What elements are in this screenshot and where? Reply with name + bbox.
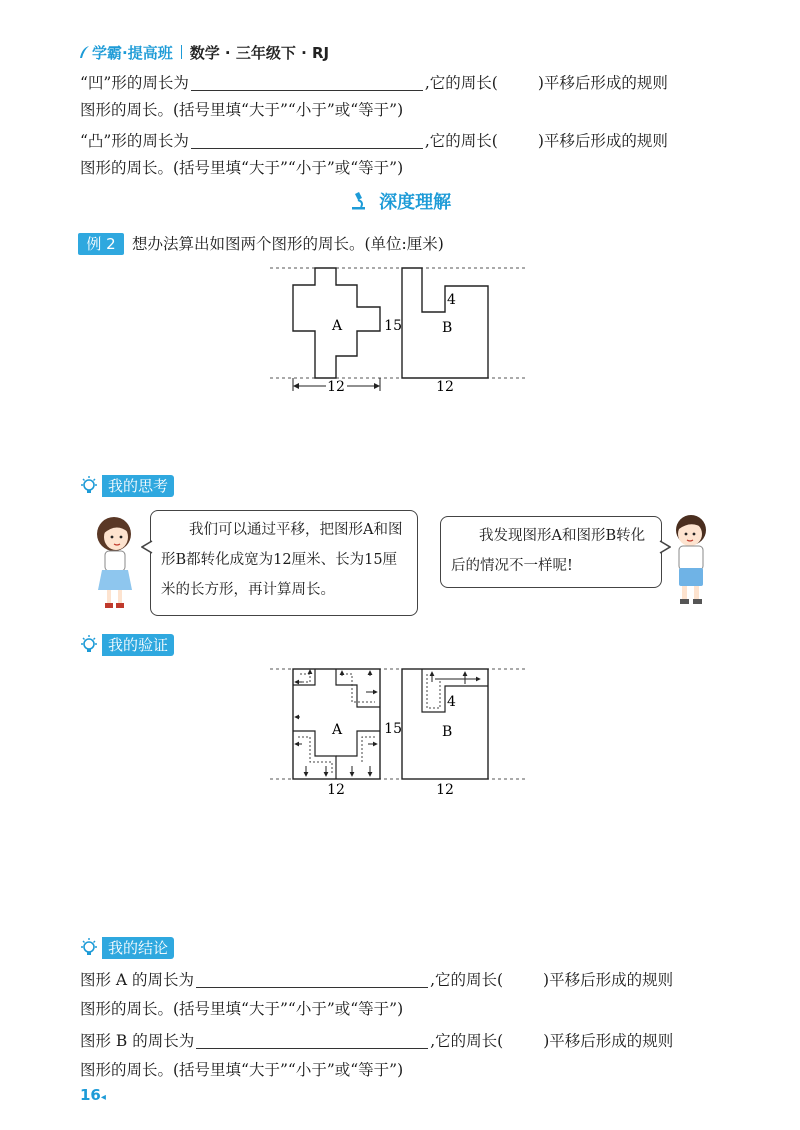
answer-blank[interactable] <box>191 132 423 149</box>
shape-a-dashed-edge <box>362 737 375 762</box>
dim-label-b: 12 <box>436 782 454 798</box>
notch-label: 4 <box>447 292 456 308</box>
conclusion-line-4: 图形的周长。(括号里填“大于”“小于”或“等于”) <box>80 1061 404 1079</box>
thinking-heading: 我的思考 <box>78 475 174 497</box>
label-a: A <box>332 318 343 334</box>
boy-illustration <box>666 508 716 608</box>
brand-name: 学霸·提高班 <box>92 43 173 62</box>
section-title: 深度理解 <box>0 188 800 214</box>
shape-a-cross-edge <box>293 731 336 779</box>
shape-a-cross-edge <box>336 669 380 707</box>
notch-label: 4 <box>447 694 456 710</box>
dim-arrow-right-icon <box>374 383 380 389</box>
bubble-tail-left <box>141 540 153 554</box>
page-number: 16◂ <box>80 1086 106 1104</box>
intro-line-2: 图形的周长。(括号里填“大于”“小于”或“等于”) <box>80 101 404 119</box>
header-divider <box>181 45 182 59</box>
height-label: 15 <box>384 318 402 334</box>
figure-verification <box>270 662 530 800</box>
intro-line-4: 图形的周长。(括号里填“大于”“小于”或“等于”) <box>80 159 404 177</box>
header-subject: 数学 · 三年级下 · RJ <box>189 43 330 62</box>
brand-logo-icon <box>78 44 90 60</box>
shape-a-dashed-edge <box>342 674 375 702</box>
answer-blank[interactable] <box>191 74 423 91</box>
dim-label-a: 12 <box>327 379 345 395</box>
page-header <box>78 40 329 64</box>
label-b: B <box>442 724 453 740</box>
dim-arrow-left-icon <box>293 383 299 389</box>
lightbulb-icon <box>78 634 100 656</box>
boy-speech-text: 我发现图形A和图形B转化后的情况不一样呢! <box>451 528 646 574</box>
conclusion-line-3: 图形 B 的周长为 ,它的周长( )平移后形成的规则 <box>80 1032 674 1050</box>
lightbulb-icon <box>78 937 100 959</box>
microscope-icon <box>349 191 369 211</box>
verify-heading: 我的验证 <box>78 634 174 656</box>
girl-speech-bubble <box>150 510 418 616</box>
girl-illustration <box>88 510 146 610</box>
conclusion-heading: 我的结论 <box>78 937 174 959</box>
height-label: 15 <box>384 721 402 737</box>
dim-label-a: 12 <box>327 782 345 798</box>
figure-shapes-ab <box>270 262 530 397</box>
girl-speech-text: 我们可以通过平移，把图形A和图形B都转化成宽为12厘米、长为15厘米的长方形，再计算周长。 <box>161 522 403 598</box>
shape-a-dashed-edge <box>300 674 310 682</box>
intro-line-3: “凸”形的周长为 ,它的周长( )平移后形成的规则 <box>80 132 668 150</box>
page-marker-icon: ◂ <box>100 1092 106 1103</box>
answer-blank[interactable] <box>196 1032 428 1049</box>
dim-label-b: 12 <box>436 379 454 395</box>
shape-a-cross-edge <box>293 669 315 685</box>
brand <box>78 42 173 63</box>
example-text: 想办法算出如图两个图形的周长。(单位:厘米) <box>132 235 444 253</box>
example-badge: 例 2 <box>78 233 124 255</box>
intro-line-1: “凹”形的周长为 ,它的周长( )平移后形成的规则 <box>80 74 668 92</box>
lightbulb-icon <box>78 475 100 497</box>
conclusion-line-1: 图形 A 的周长为 ,它的周长( )平移后形成的规则 <box>80 971 674 989</box>
boy-speech-bubble <box>440 516 662 588</box>
label-a: A <box>332 722 343 738</box>
conclusion-line-2: 图形的周长。(括号里填“大于”“小于”或“等于”) <box>80 1000 404 1018</box>
label-b: B <box>442 320 453 336</box>
answer-blank[interactable] <box>196 971 428 988</box>
